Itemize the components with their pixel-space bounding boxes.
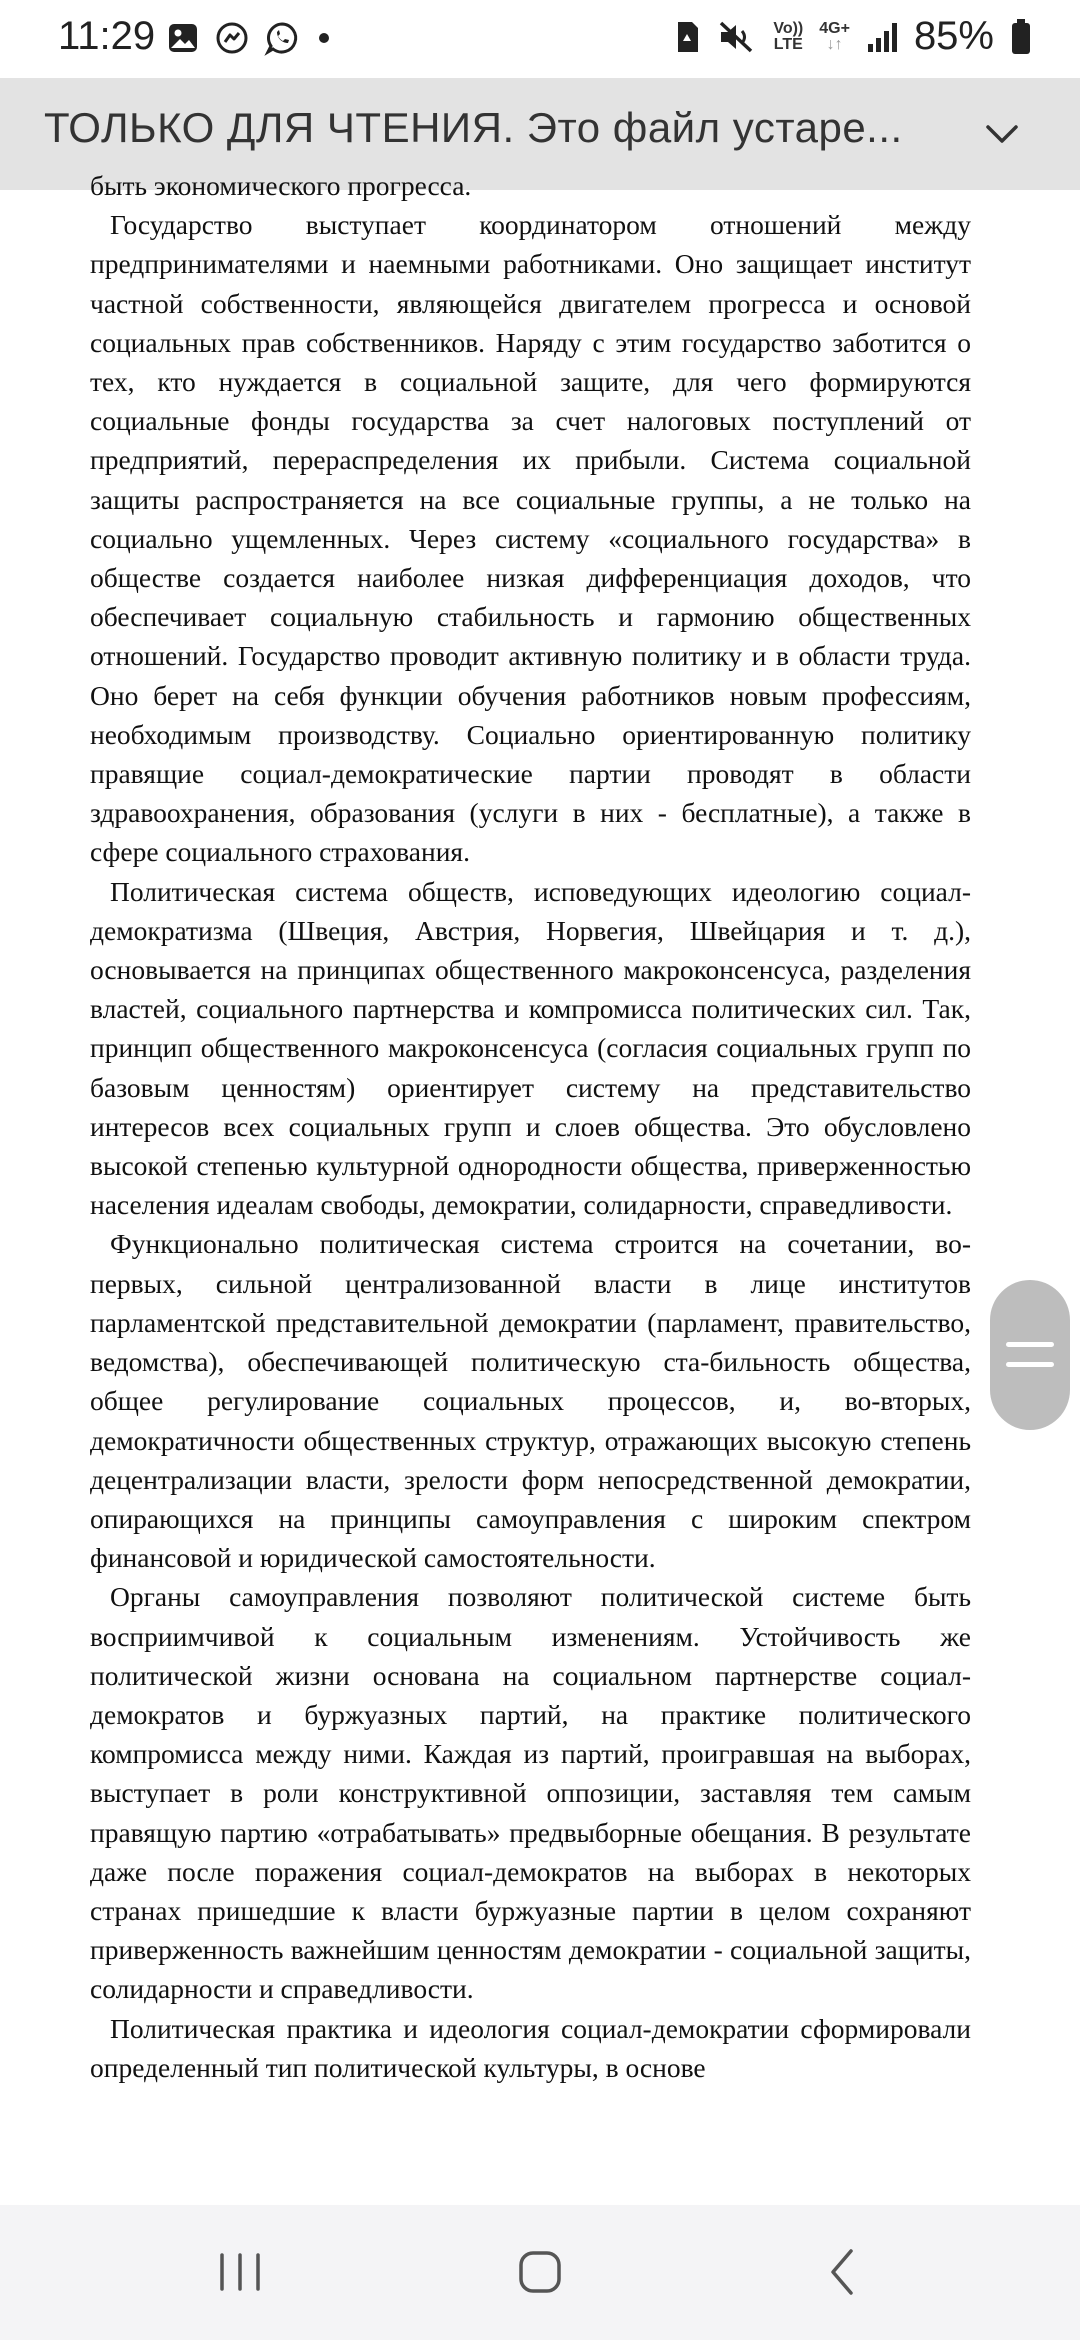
paragraph: Государство выступает координатором отношений между предпринимателями и наемными работниками. Оно защищает институт частной собственности, являющейся двигателем прогресса и основой социальных прав собственников. Наряду с этим государство заботится о тех, кто нуждается в социальной защите, для чего формируются социальные фонды государства за счет налоговых поступлений от предприятий, перераспределения их прибыли. Система социальной защиты распространяется на все социальные группы, а не только на социально ущемленных. Через систему «социального государства» в обществе создается наиболее низкая дифференциация доходов, что обеспечивает социальную стабильность и гармонию общественных отношений. Государство проводит активную политику и в области труда. Оно берет на себя функции обучения работников новым профессиям, необходимым производству. Социально ориентированную политику правящие социал-демократические партии проводят в области здравоохранения, образования (услуги в них - бесплатные), а также в сфере социального страхования. bbox=[90, 209, 971, 868]
whatsapp-icon bbox=[264, 20, 300, 56]
battery-percent: 85% bbox=[913, 14, 994, 58]
messenger-icon bbox=[214, 20, 250, 56]
volte-icon: Vo)) LTE bbox=[773, 19, 804, 53]
recents-button[interactable] bbox=[200, 2237, 280, 2307]
dot-icon bbox=[314, 28, 334, 48]
read-only-banner-text: ТОЛЬКО ДЛЯ ЧТЕНИЯ. Это файл устаре... bbox=[44, 104, 903, 151]
scroll-handle[interactable] bbox=[990, 1280, 1070, 1430]
document-body[interactable] bbox=[90, 170, 971, 2205]
paragraph: Органы самоуправления позволяют политической системе быть восприимчивой к социальным изменениям. Устойчивость же политической жизни основана на социальном партнерстве социал-демократов и буржуазных партий, на практике политического компромисса между ними. Каждая из партий, проигравшая на выборах, выступает в роли конструктивной оппозиции, заставляя тем самым правящую партию «отрабатывать» предвыборные обещания. В результате даже после поражения социал-демократов на выборах в некоторых странах пришедшие к власти буржуазные партии в целом сохраняют приверженность важнейшим ценностям демократии - социальной защиты, солидарности и справедливости. bbox=[90, 1581, 971, 2005]
sim-icon bbox=[675, 19, 701, 55]
signal-icon bbox=[866, 20, 898, 54]
paragraph: Политическая система обществ, исповедующих идеологию социал-демократизма (Швеция, Австрия, Норвегия, Швейцария и т. д.), основывается на принципах общественного макроконсенсуса, разделения властей, социального партнерства и компромисса политических сил. Так, принцип общественного макроконсенсуса (согласия социальных групп по базовым ценностям) ориентирует систему на представительство интересов всех социальных групп и слоев общества. Это обусловлено высокой степенью культурной однородности общества, приверженностью населения идеалам свободы, демократии, солидарности, справедливости. bbox=[90, 875, 971, 1221]
system-icons bbox=[675, 14, 1032, 59]
paragraph: Функционально политическая система строится на сочетании, во-первых, сильной централизованной власти в лице институтов парламентской представительной демократии (парламент, правительство, ведомства), обеспечивающей политическую ста-бильность общества, общее регулирование социальных процессов, и, во-вторых, демократичности общественных структур, отражающих высокую степень децентрализации власти, зрелости форм непосредственной демократии, опирающихся на принципы самоуправления с широким спектром финансовой и юридической самостоятельности. bbox=[90, 1228, 971, 1574]
mute-icon bbox=[717, 19, 757, 55]
battery-icon bbox=[1010, 18, 1032, 56]
navigation-bar bbox=[0, 2205, 1080, 2340]
paragraph: быть экономического прогресса. bbox=[90, 170, 472, 201]
scroll-handle-icon bbox=[1006, 1362, 1054, 1367]
paragraph: Политическая практика и идеология социал-демократии сформировали определенный тип политической культуры, в основе bbox=[90, 2012, 971, 2083]
status-bar bbox=[0, 0, 1080, 78]
back-button[interactable] bbox=[805, 2237, 885, 2307]
status-time: 11:29 bbox=[58, 14, 156, 58]
gallery-icon bbox=[166, 21, 200, 55]
home-button[interactable] bbox=[500, 2237, 580, 2307]
notification-icons bbox=[166, 20, 334, 56]
scroll-handle-icon bbox=[1006, 1342, 1054, 1347]
data-arrows-icon: 4G+ ↓↑ bbox=[819, 19, 850, 53]
chevron-down-icon[interactable] bbox=[978, 110, 1026, 158]
